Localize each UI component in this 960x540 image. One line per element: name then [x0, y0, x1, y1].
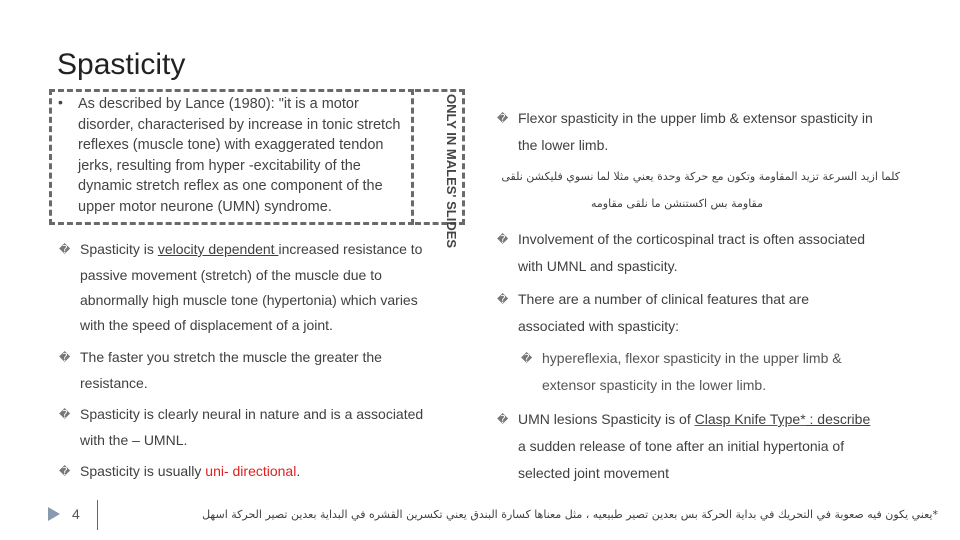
right-r1-line1: Flexor spasticity in the upper limb & extensor spasticity in [518, 110, 873, 126]
bullet-box-icon: � [521, 353, 533, 365]
text-segment: Spasticity is [80, 241, 158, 257]
text-segment: UMN lesions Spasticity is of [518, 411, 695, 427]
left-p3-line1: Spasticity is clearly neural in nature and is a associated [80, 406, 424, 422]
right-r5-line3: selected joint movement [518, 465, 669, 481]
text-segment: Spasticity is usually [80, 463, 206, 479]
quote-bullet: • [58, 94, 63, 110]
right-r1-line2: the lower limb. [518, 137, 609, 153]
right-r5-line1 [518, 411, 870, 427]
bullet-box-icon: � [59, 352, 71, 364]
arabic-note-line1: كلما ازيد السرعة تزيد المقاومة وتكون مع حركة وحدة يعني مثلا لما نسوي فليكشن نلقى [501, 170, 900, 183]
left-p1-line4: with the speed of displacement of a joint. [80, 317, 333, 333]
right-r4-line1: hypereflexia, flexor spasticity in the upper limb & [542, 350, 842, 366]
footnote-arabic: *يعني يكون فيه صعوبة في التحريك في بداية الحركة بس بعدين تصير طبيعيه ، مثل معناها كسارة البندق يعني تكسرين القشره في البداية بعدين تصير الحركة اسهل [202, 508, 938, 521]
left-p1-line1 [80, 241, 422, 257]
left-p2-line2: resistance. [80, 375, 148, 391]
bullet-box-icon: � [497, 294, 509, 306]
clasp-knife-type-text: Clasp Knife Type* [694, 411, 806, 427]
page-title: Spasticity [57, 48, 186, 81]
bullet-box-icon: � [497, 234, 509, 246]
uni-directional-text: uni- directional [205, 463, 297, 479]
play-icon [48, 507, 60, 521]
right-r3-line1: There are a number of clinical features that are [518, 291, 810, 307]
text-segment: increased resistance to [278, 241, 423, 257]
footer-divider [97, 500, 98, 530]
right-r2-line2: with UMNL and spasticity. [518, 258, 678, 274]
right-r5-line2: a sudden release of tone after an initial hypertonia of [518, 438, 845, 454]
lance-quote: As described by Lance (1980): "it is a motor disorder, characterised by increase in tonic stretch reflexes (muscle tone) with exaggerated tendon jerks, resulting from hyper -excitability of the dynamic stretch reflex as one component of the upper motor neurone (UMN) syndrome. [78, 96, 401, 215]
left-p1-line2: passive movement (stretch) of the muscle due to [80, 267, 382, 283]
bullet-box-icon: � [59, 409, 71, 421]
bullet-box-icon: � [59, 244, 71, 256]
page-number: 4 [72, 506, 80, 522]
left-p4 [80, 463, 300, 479]
right-r4-line2: extensor spasticity in the lower limb. [542, 377, 767, 393]
left-p3-line2: with the – UMNL. [80, 432, 188, 448]
arabic-note-line2: مقاومة بس اكستنشن ما نلقى مقاومه [591, 197, 763, 210]
text-segment: : describe [805, 411, 871, 427]
bullet-box-icon: � [497, 113, 509, 125]
text-segment: . [296, 463, 301, 479]
right-r2-line1: Involvement of the corticospinal tract is often associated [518, 231, 866, 247]
side-note: ONLY IN MALES' SLIDES [444, 94, 459, 249]
right-r3-line2: associated with spasticity: [518, 318, 680, 334]
left-p2-line1: The faster you stretch the muscle the greater the [80, 349, 382, 365]
velocity-dependent-text: velocity dependent [157, 241, 279, 257]
bullet-box-icon: � [497, 414, 509, 426]
left-p1-line3: abnormally high muscle tone (hypertonia) which varies [80, 292, 418, 308]
bullet-box-icon: � [59, 466, 71, 478]
